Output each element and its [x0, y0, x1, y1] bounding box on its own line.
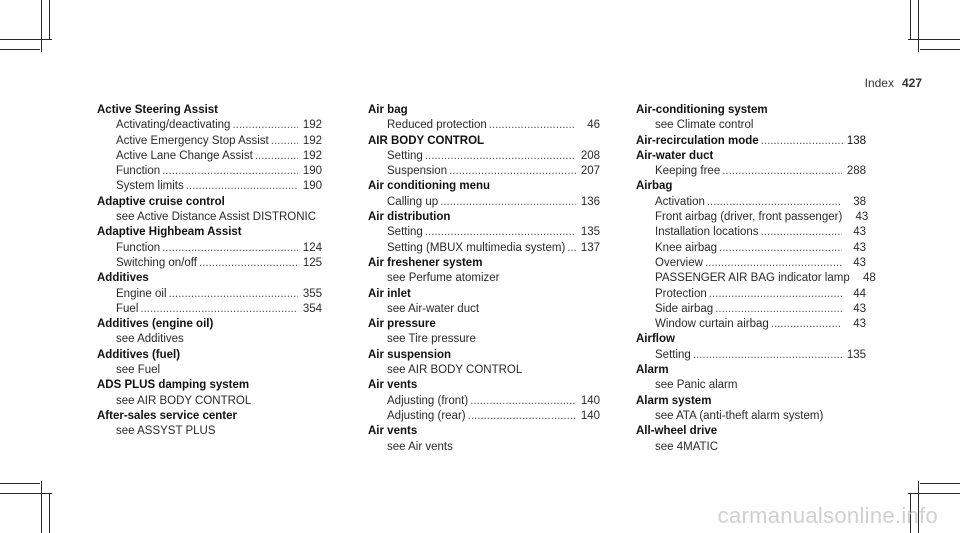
index-heading-text: Air-recirculation mode	[636, 134, 759, 147]
leader-dots	[722, 164, 842, 179]
subentry-text: System limits	[116, 180, 184, 193]
crop-mark	[920, 49, 960, 50]
page-ref: 46	[587, 119, 600, 132]
crop-mark	[0, 483, 40, 484]
index-heading-text: Adaptive cruise control	[97, 195, 225, 208]
index-subentry[interactable]	[636, 271, 876, 286]
leader-dots	[761, 225, 842, 240]
page-ref: 207	[580, 165, 600, 178]
index-subentry[interactable]	[636, 287, 866, 302]
index-heading[interactable]	[97, 409, 322, 424]
index-subentry[interactable]	[636, 317, 866, 332]
crop-mark	[41, 0, 42, 52]
crop-mark	[918, 0, 919, 52]
subentry-text: Overview	[655, 256, 703, 269]
index-heading[interactable]	[97, 103, 322, 118]
subentry-text: Window curtain airbag	[655, 318, 769, 331]
index-heading[interactable]	[97, 378, 322, 393]
index-subentry[interactable]	[97, 302, 322, 317]
see-reference[interactable]: see Perfume atomizer	[387, 272, 500, 285]
page-ref: 125	[302, 256, 322, 269]
index-heading[interactable]	[97, 271, 322, 286]
index-heading[interactable]	[97, 225, 322, 240]
see-reference[interactable]: see 4MATIC	[655, 440, 719, 453]
index-entry	[368, 287, 600, 318]
crop-mark	[0, 493, 52, 494]
page-ref: 288	[846, 165, 866, 178]
index-heading-text: Air-conditioning system	[636, 104, 768, 116]
index-subentry[interactable]	[368, 118, 600, 133]
index-subentry[interactable]	[636, 225, 866, 240]
index-heading[interactable]	[368, 210, 600, 225]
see-reference[interactable]: see Additives	[116, 333, 184, 346]
index-heading-text: Additives (engine oil)	[97, 318, 214, 331]
page-ref: 354	[302, 302, 322, 315]
page-ref: 48	[862, 272, 876, 285]
index-heading[interactable]	[368, 179, 600, 194]
leader-dots	[162, 164, 298, 179]
crop-mark	[908, 493, 960, 494]
leader-dots	[709, 287, 842, 302]
page-ref: 43	[853, 241, 866, 254]
index-heading[interactable]	[368, 103, 600, 118]
leader-dots	[693, 348, 842, 363]
index-heading-text: Air freshener system	[368, 256, 483, 269]
subentry-text: Active Lane Change Assist	[116, 149, 253, 162]
watermark: carmanualsonline.info	[717, 503, 938, 528]
see-reference[interactable]: see Air-water duct	[387, 302, 480, 315]
index-subentry[interactable]	[368, 409, 600, 424]
index-heading[interactable]	[368, 256, 600, 271]
subentry-text: Reduced protection	[387, 119, 487, 132]
index-heading[interactable]	[97, 195, 322, 210]
index-heading-text: AIR BODY CONTROL	[368, 134, 485, 147]
see-reference[interactable]: see Air vents	[387, 440, 453, 453]
subentry-text: Protection	[655, 287, 707, 300]
subentry-text: Engine oil	[116, 287, 167, 300]
index-entry	[97, 317, 322, 348]
index-column-3	[636, 103, 876, 455]
page-ref: 43	[853, 226, 866, 239]
leader-dots	[761, 134, 845, 149]
page-ref: 192	[302, 134, 322, 147]
index-entry	[368, 317, 600, 348]
page-ref: 138	[846, 134, 866, 147]
leader-dots	[186, 179, 298, 194]
page-ref: 135	[846, 348, 866, 361]
subentry-text: Adjusting (rear)	[387, 409, 466, 422]
index-entry	[368, 134, 600, 180]
index-heading-text: Air distribution	[368, 211, 451, 224]
see-reference[interactable]: see Tire pressure	[387, 333, 476, 346]
subentry-text: Calling up	[387, 195, 439, 208]
leader-dots	[169, 287, 298, 302]
index-entry	[97, 348, 322, 379]
subentry-text: Suspension	[387, 165, 448, 178]
index-subentry[interactable]	[636, 195, 866, 210]
index-heading-text: Air inlet	[368, 287, 411, 300]
index-heading-text: Air vents	[368, 425, 418, 438]
crop-mark	[41, 481, 42, 533]
index-entry	[636, 149, 866, 180]
index-entry	[97, 195, 322, 226]
subentry-text: Adjusting (front)	[387, 394, 469, 407]
crop-mark	[0, 39, 52, 40]
crop-mark	[910, 0, 911, 40]
subentry-text: Setting	[655, 348, 691, 361]
index-subentry[interactable]	[368, 164, 600, 179]
subentry-text: Switching on/off	[116, 256, 197, 269]
index-entry	[368, 179, 600, 210]
index-column-1	[97, 103, 322, 440]
index-entry	[368, 256, 600, 287]
leader-dots	[140, 302, 298, 317]
index-heading-text: Air pressure	[368, 318, 436, 331]
index-subentry[interactable]	[368, 195, 600, 210]
page-ref: 43	[855, 211, 869, 224]
page-number: 427	[901, 76, 922, 90]
index-heading-text: Air suspension	[368, 348, 452, 361]
leader-dots	[771, 317, 842, 332]
see-reference[interactable]: see Active Distance Assist DISTRONIC	[116, 211, 317, 224]
leader-dots	[255, 149, 298, 164]
index-heading[interactable]	[636, 134, 866, 149]
subentry-text: Active Emergency Stop Assist	[116, 134, 269, 147]
index-heading-text: Airflow	[636, 333, 675, 346]
index-heading-text: ADS PLUS damping system	[97, 379, 250, 392]
subentry-text: Installation locations	[655, 226, 759, 239]
index-heading[interactable]	[368, 378, 600, 393]
see-reference[interactable]: see ASSYST PLUS	[116, 425, 216, 438]
index-heading-text: Airbag	[636, 180, 673, 193]
index-heading[interactable]	[636, 179, 866, 194]
leader-dots	[271, 134, 298, 149]
leader-dots	[705, 256, 842, 271]
page-ref: 43	[853, 256, 866, 269]
index-subentry[interactable]	[636, 256, 866, 271]
index-subentry[interactable]	[97, 287, 322, 302]
index-heading-text: Air vents	[368, 379, 418, 392]
index-heading-text: Alarm	[636, 364, 669, 377]
index-heading[interactable]	[97, 317, 322, 332]
subentry-text: Setting	[387, 226, 423, 239]
subentry-text: PASSENGER AIR BAG indicator lamp	[655, 272, 850, 285]
index-heading[interactable]	[368, 348, 600, 363]
page-ref: 190	[302, 165, 322, 178]
leader-dots	[567, 241, 576, 256]
crop-mark	[908, 39, 960, 40]
index-heading[interactable]	[636, 149, 866, 164]
index-heading-text: Adaptive Highbeam Assist	[97, 226, 242, 239]
crop-mark	[920, 483, 960, 484]
index-entry	[97, 103, 322, 195]
page-ref: 124	[302, 241, 322, 254]
index-subentry[interactable]	[368, 149, 600, 164]
crop-mark	[0, 49, 40, 50]
see-reference[interactable]: see Panic alarm	[655, 379, 738, 392]
index-subentry[interactable]	[636, 210, 869, 225]
index-heading[interactable]	[368, 134, 600, 149]
see-reference[interactable]: see AIR BODY CONTROL	[116, 394, 252, 407]
leader-dots	[449, 164, 576, 179]
index-entry	[97, 409, 322, 440]
subentry-text: Activation	[655, 195, 705, 208]
index-entry	[636, 394, 866, 425]
see-reference[interactable]: see AIR BODY CONTROL	[387, 364, 523, 377]
index-subentry[interactable]	[97, 149, 322, 164]
subentry-text: Activating/deactivating	[116, 119, 231, 132]
index-entry	[636, 363, 866, 394]
leader-dots	[468, 409, 576, 424]
header-label: Index	[864, 76, 894, 90]
index-heading-text: All-wheel drive	[636, 425, 718, 438]
subentry-text: Setting	[387, 149, 423, 162]
index-entry	[636, 134, 866, 149]
leader-dots	[715, 302, 842, 317]
page-ref: 208	[580, 149, 600, 162]
index-subentry[interactable]	[97, 241, 322, 256]
page-ref: 135	[580, 226, 600, 239]
page-ref: 136	[580, 195, 600, 208]
index-entry	[636, 179, 876, 332]
index-heading-text: Air bag	[368, 104, 408, 116]
index-subentry[interactable]	[97, 179, 322, 194]
index-entry	[368, 378, 600, 424]
index-subentry[interactable]	[636, 241, 866, 256]
index-heading-text: Active Steering Assist	[97, 104, 219, 116]
index-entry	[368, 210, 600, 256]
index-entry	[368, 424, 600, 455]
index-column-2	[368, 103, 600, 455]
page-ref: 137	[580, 241, 600, 254]
page-ref: 192	[302, 149, 322, 162]
leader-dots	[199, 256, 298, 271]
index-subentry[interactable]	[97, 256, 322, 271]
index-heading[interactable]	[368, 317, 600, 332]
page-header	[865, 76, 922, 90]
see-reference[interactable]: see Fuel	[116, 364, 161, 377]
subentry-text: Setting (MBUX multimedia system)	[387, 241, 566, 254]
see-reference[interactable]: see Climate control	[655, 119, 754, 132]
index-heading-text: Alarm system	[636, 394, 712, 407]
page-ref: 190	[302, 180, 322, 193]
index-heading[interactable]	[368, 424, 600, 439]
page-ref: 38	[853, 195, 866, 208]
leader-dots	[470, 394, 576, 409]
subentry-text: Keeping free	[655, 165, 721, 178]
index-entry	[636, 103, 866, 134]
index-subentry[interactable]	[368, 225, 600, 240]
page-ref: 355	[302, 287, 322, 300]
index-entry	[636, 332, 866, 363]
see-reference[interactable]: see ATA (anti-theft alarm system)	[655, 409, 824, 422]
page-ref: 43	[853, 302, 866, 315]
index-heading-text: Additives	[97, 272, 149, 285]
leader-dots	[440, 195, 576, 210]
page-ref: 140	[580, 409, 600, 422]
subentry-text: Side airbag	[655, 302, 714, 315]
index-subentry[interactable]	[636, 348, 866, 363]
index-heading-text: Additives (fuel)	[97, 348, 181, 361]
index-entry	[368, 103, 600, 134]
index-heading[interactable]	[636, 332, 866, 347]
leader-dots	[719, 241, 842, 256]
page-ref: 140	[580, 394, 600, 407]
index-entry	[97, 271, 322, 317]
leader-dots	[232, 118, 298, 133]
page-ref: 44	[853, 287, 866, 300]
index-entry	[97, 378, 322, 409]
index-subentry[interactable]	[368, 241, 600, 256]
index-subentry[interactable]	[368, 394, 600, 409]
leader-dots	[425, 225, 576, 240]
index-entry	[97, 225, 322, 271]
page-ref: 192	[302, 119, 322, 132]
index-heading-text: Air-water duct	[636, 149, 714, 162]
index-heading[interactable]	[636, 363, 866, 378]
leader-dots	[425, 149, 576, 164]
index-subentry[interactable]	[636, 164, 866, 179]
subentry-text: Function	[116, 241, 161, 254]
leader-dots	[162, 241, 298, 256]
index-subentry[interactable]	[97, 118, 322, 133]
index-heading[interactable]	[636, 424, 866, 439]
subentry-text: Knee airbag	[655, 241, 718, 254]
leader-dots	[489, 118, 576, 133]
leader-dots	[707, 195, 842, 210]
page-ref: 43	[853, 318, 866, 331]
index-entry	[368, 348, 600, 379]
index-heading[interactable]	[636, 103, 866, 118]
index-subentry[interactable]	[636, 302, 866, 317]
crop-mark	[49, 0, 50, 40]
index-heading[interactable]	[97, 348, 322, 363]
subentry-text: Front airbag (driver, front passenger)	[655, 211, 843, 224]
subentry-text: Fuel	[116, 302, 139, 315]
index-heading-text: After-sales service center	[97, 409, 237, 422]
index-entry	[636, 424, 866, 455]
index-heading[interactable]	[368, 287, 600, 302]
index-heading-text: Air conditioning menu	[368, 180, 491, 193]
crop-mark	[49, 493, 50, 533]
index-subentry[interactable]	[97, 164, 322, 179]
index-heading[interactable]	[636, 394, 866, 409]
subentry-text: Function	[116, 165, 161, 178]
index-subentry[interactable]	[97, 134, 322, 149]
